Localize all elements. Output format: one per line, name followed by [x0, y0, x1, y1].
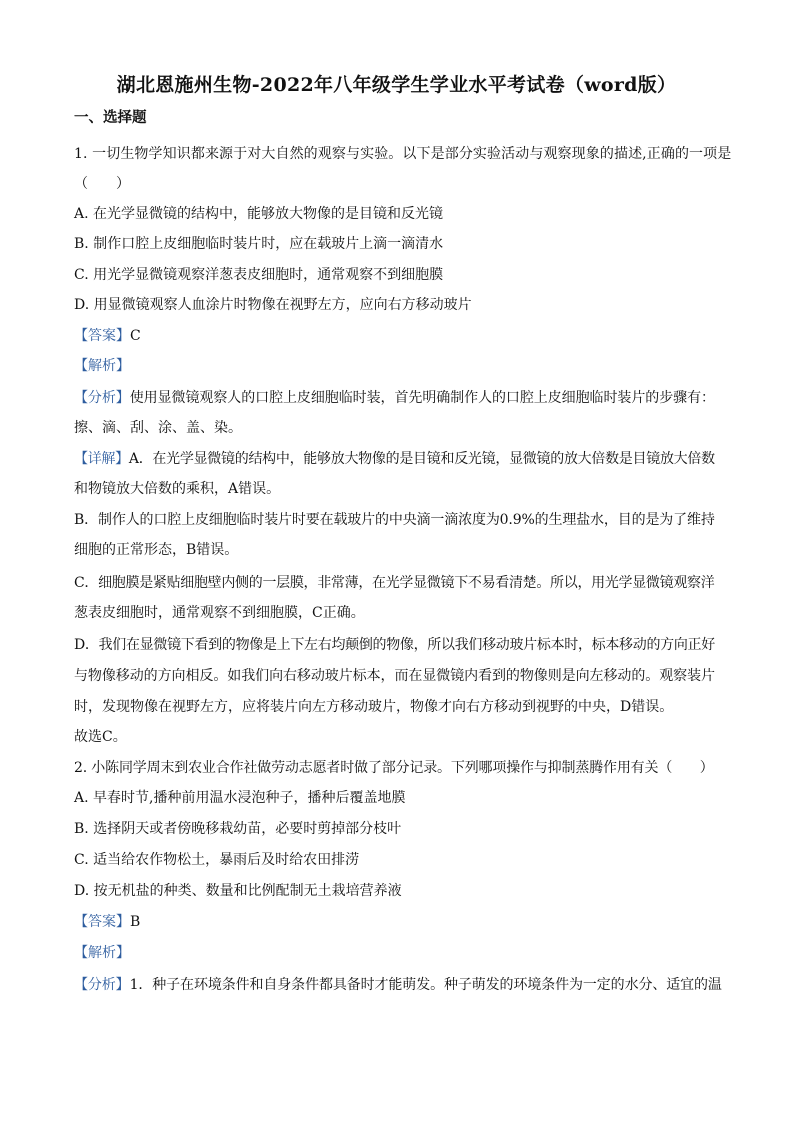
- text-line: C. 用光学显微镜观察洋葱表皮细胞时，通常观察不到细胞膜: [74, 267, 444, 283]
- text-line: 擦、滴、刮、涂、盖、染。: [74, 420, 242, 436]
- text-line: A. 早春时节,播种前用温水浸泡种子，播种后覆盖地膜: [74, 790, 406, 806]
- label-tag: 【答案】: [74, 328, 130, 344]
- document-title: 湖北恩施州生物-2022年八年级学生学业水平考试卷（word版）: [116, 74, 677, 96]
- label-tag: 【分析】: [74, 977, 130, 993]
- text-line: （ ）: [74, 176, 130, 192]
- text-line: B. 制作口腔上皮细胞临时装片时，应在载玻片上滴一滴清水: [74, 236, 444, 252]
- label-tag: 【解析】: [74, 945, 130, 961]
- text-line: D. 用显微镜观察人血涂片时物像在视野左方，应向右方移动玻片: [74, 297, 472, 313]
- text-line: 2. 小陈同学周末到农业合作社做劳动志愿者时做了部分记录。下列哪项操作与抑制蒸腾作用有关（ ）: [74, 760, 714, 776]
- text-line: B. 选择阴天或者傍晚移栽幼苗，必要时剪掉部分枝叶: [74, 821, 402, 837]
- text-line: [74, 943, 130, 963]
- text-line: D. 按无机盐的种类、数量和比例配制无土栽培营养液: [74, 883, 402, 899]
- text-line: 故选C。: [74, 729, 127, 745]
- label-tag: 【答案】: [74, 914, 130, 930]
- text-line: C. 适当给农作物松土，暴雨后及时给农田排涝: [74, 852, 360, 868]
- text-line: B．制作人的口腔上皮细胞临时装片时要在载玻片的中央滴一滴浓度为0.9%的生理盐水，目的是为了维持: [74, 512, 715, 528]
- text-line: D．我们在显微镜下看到的物像是上下左右均颠倒的物像，所以我们移动玻片标本时，标本移动的方向正好: [74, 637, 715, 653]
- section-heading: 一、选择题: [74, 109, 147, 126]
- label-tag: 【详解】: [74, 451, 129, 467]
- text-line: [74, 356, 130, 376]
- text-line: C．细胞膜是紧贴细胞壁内侧的一层膜，非常薄，在光学显微镜下不易看清楚。所以，用光学显微镜观察洋: [74, 575, 715, 591]
- text-line: A. 在光学显微镜的结构中，能够放大物像的是目镜和反光镜: [74, 206, 444, 222]
- text-line: 细胞的正常形态，B错误。: [74, 542, 239, 558]
- text-line: 【答案】B: [74, 914, 141, 930]
- text-line: 与物像移动的方向相反。如我们向右移动玻片标本，而在显微镜内看到的物像则是向左移动的。观察装片: [74, 668, 715, 684]
- text-line: 【分析】使用显微镜观察人的口腔上皮细胞临时装，首先明确制作人的口腔上皮细胞临时装片的步骤有：: [74, 390, 715, 406]
- label-tag: 【解析】: [74, 358, 130, 374]
- text-line: 【详解】A．在光学显微镜的结构中，能够放大物像的是目镜和反光镜，显微镜的放大倍数是目镜放大倍数: [74, 451, 715, 467]
- text-line: 【答案】C: [74, 328, 141, 344]
- text-line: 和物镜放大倍数的乘积，A错误。: [74, 481, 281, 497]
- text-line: 1. 一切生物学知识都来源于对大自然的观察与实验。以下是部分实验活动与观察现象的描述,正确的一项是: [74, 146, 732, 162]
- label-tag: 【分析】: [74, 390, 130, 406]
- text-line: 时，发现物像在视野左方，应将装片向左方移动玻片，物像才向右方移动到视野的中央，D错误。: [74, 699, 674, 715]
- text-line: 葱表皮细胞时，通常观察不到细胞膜，C正确。: [74, 605, 365, 621]
- text-line: 【分析】1．种子在环境条件和自身条件都具备时才能萌发。种子萌发的环境条件为一定的水分、适宜的温: [74, 977, 722, 993]
